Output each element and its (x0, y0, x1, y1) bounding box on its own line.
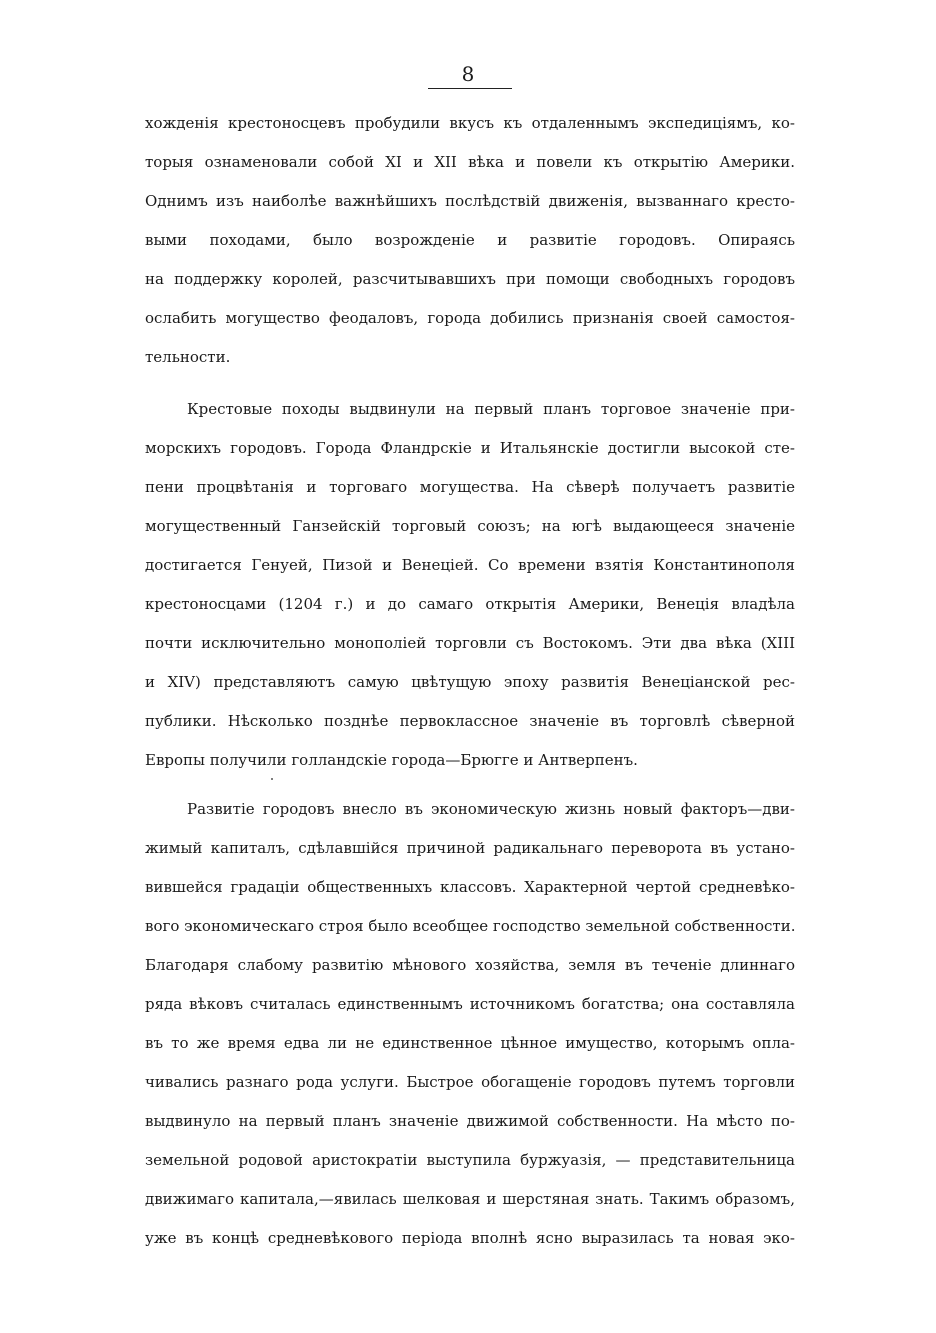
text-line: вого экономическаго строя было всеобщее господство земельной собственности. (145, 917, 796, 935)
text-line: почти исключительно монополіей торговли съ Востокомъ. Эти два вѣка (XIII (145, 634, 795, 652)
text-line: крестоносцами (1204 г.) и до самаго открытія Америки, Венеція владѣла (145, 595, 795, 613)
text-line: морскихъ городовъ. Города Фландрскіе и Итальянскіе достигли высокой сте- (145, 439, 795, 457)
text-line: пени процвѣтанія и торговаго могущества. На сѣверѣ получаетъ развитіе (145, 478, 795, 496)
text-line: вившейся градаціи общественныхъ классовъ. Характерной чертой средневѣко- (145, 878, 795, 896)
text-line: ослабить могущество феодаловъ, города добились признанія своей самостоя- (145, 309, 795, 327)
text-line: движимаго капитала,—явилась шелковая и шерстяная знать. Такимъ образомъ, (145, 1190, 795, 1208)
page-number: 8 (461, 62, 475, 86)
page-number-rule (428, 88, 512, 89)
paragraph-3 (145, 790, 795, 1258)
text-line: хожденія крестоносцевъ пробудили вкусъ къ отдаленнымъ экспедиціямъ, ко- (145, 114, 795, 132)
text-line: уже въ концѣ средневѣкового періода вполнѣ ясно выразилась та новая эко- (145, 1229, 795, 1247)
text-line: на поддержку королей, разсчитывавшихъ при помощи свободныхъ городовъ (145, 270, 795, 288)
text-line: выми походами, было возрожденіе и развитіе городовъ. Опираясь (145, 231, 795, 249)
text-line: земельной родовой аристократіи выступила буржуазія, — представительница (145, 1151, 795, 1169)
text-line: Развитіе городовъ внесло въ экономическую жизнь новый факторъ—дви- (187, 800, 795, 818)
scan-speck (271, 778, 273, 780)
text-line: Однимъ изъ наиболѣе важнѣйшихъ послѣдствій движенія, вызваннаго кресто- (145, 192, 795, 210)
text-line: Европы получили голландскіе города—Брюгге и Антверпенъ. (145, 751, 638, 769)
text-line: жимый капиталъ, сдѣлавшійся причиной радикальнаго переворота въ устано- (145, 839, 795, 857)
text-line: публики. Нѣсколько позднѣе первоклассное значеніе въ торговлѣ сѣверной (145, 712, 795, 730)
text-line: могущественный Ганзейскій торговый союзъ; на югѣ выдающееся значеніе (145, 517, 795, 535)
text-line: достигается Генуей, Пизой и Венеціей. Со времени взятія Константинополя (145, 556, 795, 574)
text-line: ряда вѣковъ считалась единственнымъ источникомъ богатства; она составляла (145, 995, 795, 1013)
text-line: Крестовые походы выдвинули на первый планъ торговое значеніе при- (187, 400, 795, 418)
text-line: выдвинуло на первый планъ значеніе движимой собственности. На мѣсто по- (145, 1112, 795, 1130)
text-line: и XIV) представляютъ самую цвѣтущую эпоху развитія Венеціанской рес- (145, 673, 795, 691)
text-line: торыя ознаменовали собой XI и XII вѣка и повели къ открытію Америки. (145, 153, 795, 171)
paragraph-2 (145, 390, 795, 780)
paragraph-1 (145, 104, 795, 377)
text-line: тельности. (145, 348, 231, 366)
text-line: въ то же время едва ли не единственное цѣнное имущество, которымъ опла- (145, 1034, 795, 1052)
text-line: Благодаря слабому развитію мѣнового хозяйства, земля въ теченіе длиннаго (145, 956, 795, 974)
text-line: чивались разнаго рода услуги. Быстрое обогащеніе городовъ путемъ торговли (145, 1073, 795, 1091)
